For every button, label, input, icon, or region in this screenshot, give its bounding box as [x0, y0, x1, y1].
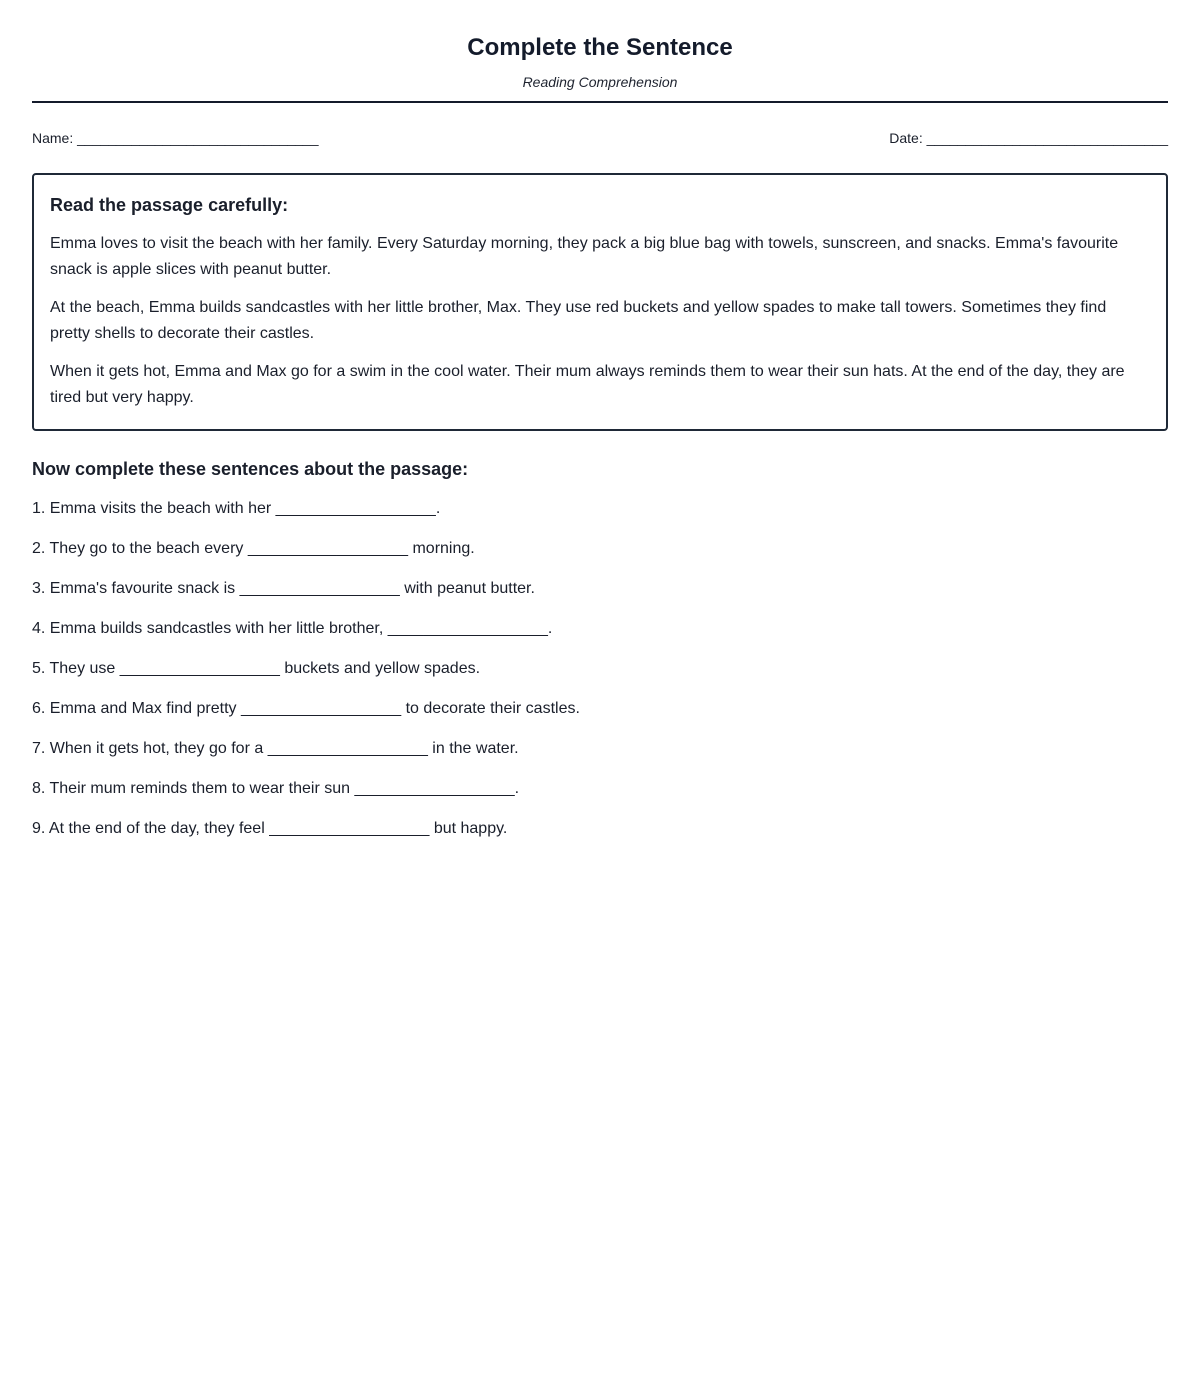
- question-item: 4. Emma builds sandcastles with her little brother, __________________.: [32, 620, 553, 637]
- date-field: Date: _______________________________: [889, 130, 1168, 146]
- passage-paragraph: At the beach, Emma builds sandcastles with her little brother, Max. They use red buckets and yellow spades to make tall towers. Sometimes they find pretty shells to decorate their castles.: [50, 299, 1107, 342]
- worksheet-header: [32, 0, 1168, 91]
- name-field: Name: _______________________________: [32, 130, 319, 146]
- question-item: 3. Emma's favourite snack is __________________ with peanut butter.: [32, 580, 535, 597]
- questions-heading: Now complete these sentences about the passage:: [32, 459, 469, 479]
- question-item: 1. Emma visits the beach with her __________________.: [32, 500, 441, 517]
- question-item: 5. They use __________________ buckets and yellow spades.: [32, 660, 481, 677]
- passage-paragraph: Emma loves to visit the beach with her family. Every Saturday morning, they pack a big blue bag with towels, sunscreen, and snacks. Emma's favourite snack is apple slices with peanut butter.: [50, 235, 1119, 278]
- page-subtitle: Reading Comprehension: [522, 74, 678, 90]
- passage-heading: Read the passage carefully:: [50, 195, 289, 215]
- page-title: Complete the Sentence: [467, 34, 733, 61]
- passage-paragraph: When it gets hot, Emma and Max go for a swim in the cool water. Their mum always reminds them to wear their sun hats. At the end of the day, they are tired but very happy.: [50, 363, 1125, 406]
- header-divider: [32, 101, 1168, 103]
- question-item: 7. When it gets hot, they go for a __________________ in the water.: [32, 740, 519, 757]
- question-item: 2. They go to the beach every __________________ morning.: [32, 540, 475, 557]
- student-info-row: [32, 129, 1168, 147]
- question-item: 6. Emma and Max find pretty __________________ to decorate their castles.: [32, 700, 580, 717]
- questions-list: [32, 499, 1168, 839]
- question-item: 9. At the end of the day, they feel __________________ but happy.: [32, 820, 508, 837]
- passage-box: [32, 173, 1168, 431]
- question-item: 8. Their mum reminds them to wear their sun __________________.: [32, 780, 520, 797]
